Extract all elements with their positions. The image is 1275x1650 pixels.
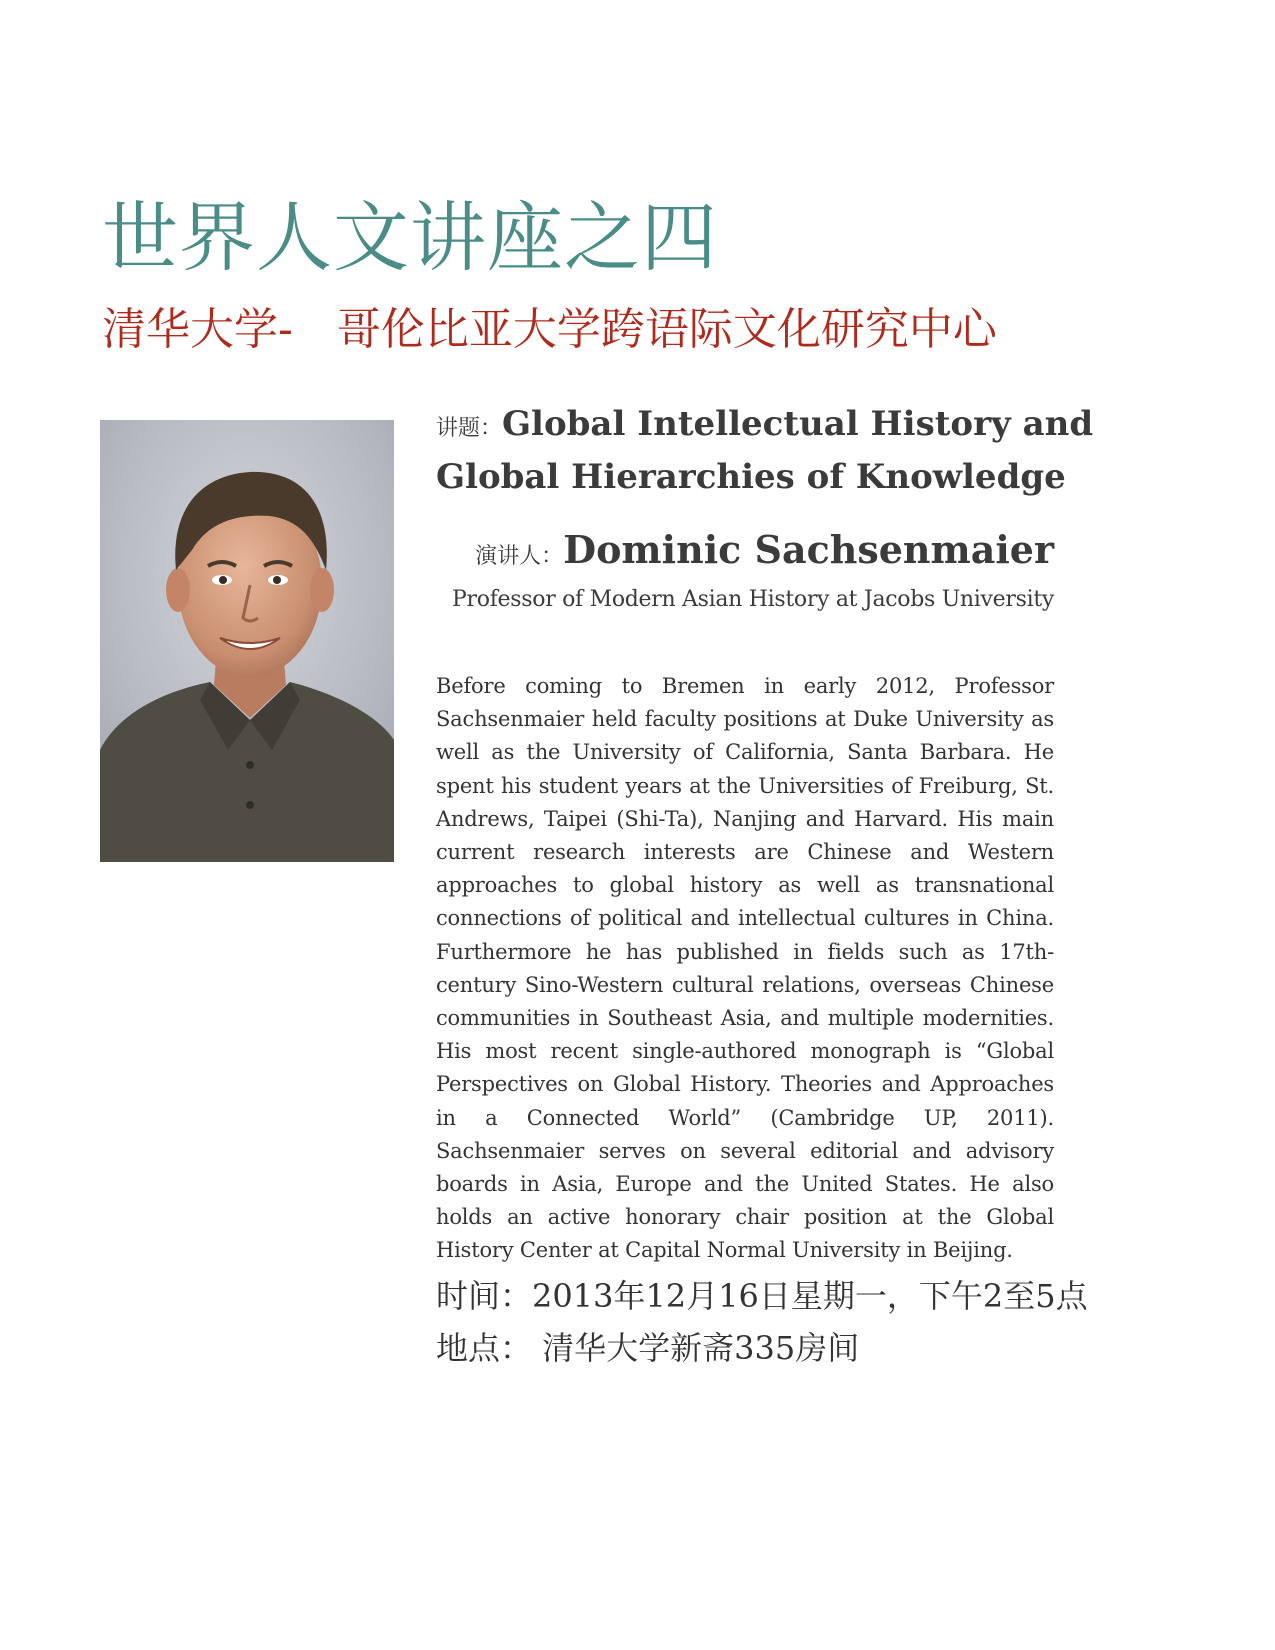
event-place: 地点： 清华大学新斋335房间 (436, 1329, 860, 1367)
series-title: 世界人文讲座之四 (102, 193, 718, 282)
center-title: 清华大学- 哥伦比亚大学跨语际文化研究中心 (102, 304, 997, 355)
speaker-name: Dominic Sachsenmaier (563, 527, 1054, 572)
speaker-info (436, 524, 1054, 617)
speaker-photo (100, 420, 394, 862)
topic-title-line-1: Global Intellectual History and (502, 404, 1094, 444)
topic-label: 讲题： (436, 416, 503, 441)
speaker-portrait-illustration (100, 420, 394, 862)
topic-line-1 (436, 400, 1094, 453)
speaker-affiliation: Professor of Modern Asian History at Jacobs University (452, 587, 1054, 612)
speaker-label: 演讲人： (475, 544, 564, 569)
speaker-bio: Before coming to Bremen in early 2012, Professor Sachsenmaier held faculty positions at Duke University as well as the University of California, Santa Barbara. He spent his student years at the Universities of Freiburg, St. Andrews, Taipei (Shi-Ta), Nanjing and Harvard. His main current research interests are Chinese and Western approaches to global history as well as transnational connections of political and intellectual cultures in China. Furthermore he has published in fields such as 17th-century Sino-Western cultural relations, overseas Chinese communities in Southeast Asia, and multiple modernities. His most recent single-authored monograph is “Global Perspectives on Global History. Theories and Approaches in a Connected World” (Cambridge UP, 2011). Sachsenmaier serves on several editorial and advisory boards in Asia, Europe and the United States. He also holds an active honorary chair position at the Global History Center at Capital Normal University in Beijing. (436, 674, 1054, 1263)
event-time: 时间：2013年12月16日星期一，下午2至5点 (436, 1277, 1088, 1315)
topic-title-line-2: Global Hierarchies of Knowledge (436, 457, 1066, 497)
event-info (436, 1270, 1088, 1374)
speaker-name-row (436, 524, 1054, 583)
lecture-topic (436, 400, 1094, 501)
